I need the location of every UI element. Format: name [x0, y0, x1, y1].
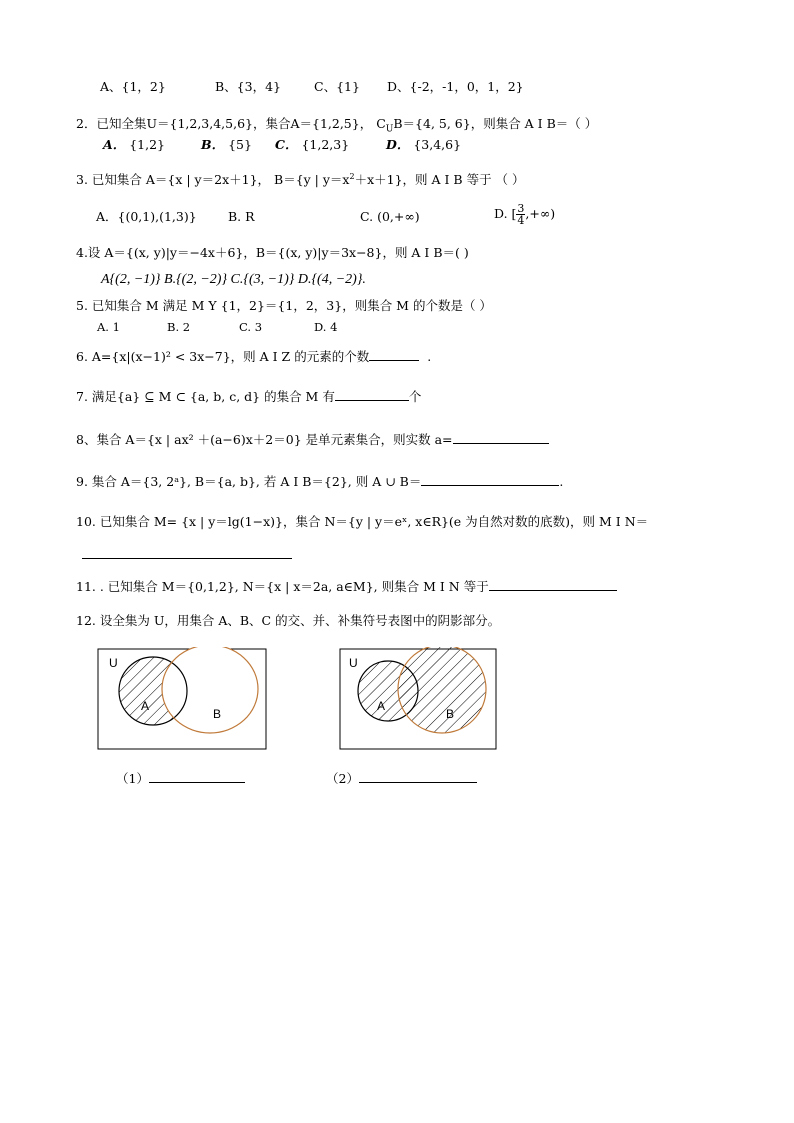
q3-stem-text2: ＋x＋1}，则 A I B 等于 （ ） [354, 172, 525, 188]
q2-stem [76, 116, 597, 138]
venn-diagram-2 [338, 647, 502, 753]
q8-answer-blank[interactable] [453, 431, 549, 444]
q9-text: 9. 集合 A＝{3, 2ᵃ}, B＝{a, b}, 若 A I B＝{2}, 则 A ∪ B＝ [76, 474, 422, 489]
q12: 12. 设全集为 U，用集合 A、B、C 的交、并、补集符号表图中的阴影部分。 [76, 613, 501, 628]
q2-option-b: {5} [228, 137, 252, 152]
q6-text: 6. A={x|(x−1)² < 3x−7}，则 A I Z 的元素的个数 [76, 349, 370, 364]
q7 [76, 388, 421, 405]
q2-option-a: {1,2} [129, 137, 165, 152]
venn2-label-u: U [349, 656, 358, 670]
q9-end: . [559, 474, 564, 489]
q3-options [96, 202, 716, 229]
venn-diagram-1 [96, 647, 270, 753]
q3-sup: 2 [349, 172, 355, 181]
q2-option-d-label: D． [386, 137, 410, 152]
q7-text: 7. 满足{a} ⊆ M ⊂ {a, b, c, d} 的集合 M 有 [76, 389, 335, 404]
venn1-answer-blank[interactable] [149, 770, 245, 783]
q5-option-c: C. 3 [239, 320, 263, 334]
q5-stem: 5. 已知集合 M 满足 M Y {1，2}＝{1，2，3}，则集合 M 的个数是（ ） [76, 298, 492, 313]
q1-option-b: B、{3，4} [215, 79, 281, 94]
venn1-caption [116, 770, 245, 787]
q1-option-d: D、{-2，-1，0，1，2} [387, 79, 524, 94]
q2-stem-text: 2．已知全集U＝{1,2,3,4,5,6}，集合A＝{1,2,5}， C [76, 116, 386, 131]
q2-option-d: {3,4,6} [413, 137, 462, 152]
q3-stem-text: 3. 已知集合 A＝{x | y＝2x＋1}， B＝{y | y＝x [76, 172, 350, 188]
q4-stem: 4.设 A＝{(x, y)|y＝−4x＋6}，B＝{(x, y)|y＝3x−8}，则 A I B＝( ) [76, 245, 469, 260]
q11-answer-blank[interactable] [489, 578, 617, 591]
q8-text: 8、集合 A＝{x | ax² ＋(a−6)x＋2＝0} 是单元素集合，则实数 a= [76, 432, 453, 447]
q3-frac-den: 4 [517, 214, 525, 227]
q6-answer-blank[interactable] [369, 348, 419, 361]
q4-options: A{(2, −1)} B.{(2, −2)} C.{(3, −1)} D.{(4, −2)}. [101, 272, 366, 287]
q2-stem-text2: B＝{4, 5, 6}，则集合 A I B＝（ ） [393, 116, 598, 131]
q2-option-c: {1,2,3} [301, 137, 350, 152]
q9 [76, 473, 563, 490]
q3-option-d-post: ,+∞) [525, 206, 556, 221]
q7-answer-blank[interactable] [335, 388, 409, 401]
venn2-answer-blank[interactable] [359, 770, 477, 783]
venn2-label-b: B [446, 707, 455, 721]
venn2-label-a: A [377, 699, 386, 713]
q3-stem [76, 169, 525, 188]
venn1-label-u: U [109, 656, 118, 670]
venn1-label-a: A [141, 699, 150, 713]
q3-option-c: C. (0,+∞) [360, 209, 420, 224]
q11-text: 11. . 已知集合 M＝{0,1,2}, N＝{x | x＝2a, a∈M}, 则集合 M I N 等于 [76, 579, 489, 594]
q11 [76, 578, 617, 595]
q5-option-a: A. 1 [97, 320, 120, 334]
q6 [76, 348, 431, 365]
q9-answer-blank[interactable] [421, 473, 559, 486]
q3-option-d [494, 203, 555, 226]
q10: 10. 已知集合 M= {x | y＝lg(1−x)}，集合 N＝{y | y＝eˣ, x∈R}(e 为自然对数的底数)，则 M I N＝ [76, 514, 649, 529]
q1-option-a: A、{1，2} [100, 79, 166, 94]
q1-option-c: C、{1} [314, 79, 360, 94]
q2-option-b-label: B． [201, 137, 225, 152]
venn1-caption-text: （1） [116, 771, 149, 786]
q2-option-c-label: C． [275, 137, 298, 152]
q3-frac-num: 3 [517, 202, 525, 215]
q7-end: 个 [408, 389, 422, 404]
q3-option-b: B. R [228, 209, 255, 224]
q5-option-d: D. 4 [314, 320, 338, 334]
q8 [76, 431, 549, 448]
q2-sub: U [385, 124, 394, 135]
q3-option-d-pre: D. [ [494, 206, 517, 221]
venn2-caption-text: （2） [326, 771, 359, 786]
venn2-caption [326, 770, 477, 787]
q10-answer-blank[interactable] [82, 546, 292, 559]
q3-option-a: A．{(0,1),(1,3)} [96, 209, 197, 224]
venn1-label-b: B [213, 707, 222, 721]
q6-end: . [427, 349, 432, 364]
q2-option-a-label: A． [103, 137, 126, 152]
q5-option-b: B. 2 [167, 320, 191, 334]
